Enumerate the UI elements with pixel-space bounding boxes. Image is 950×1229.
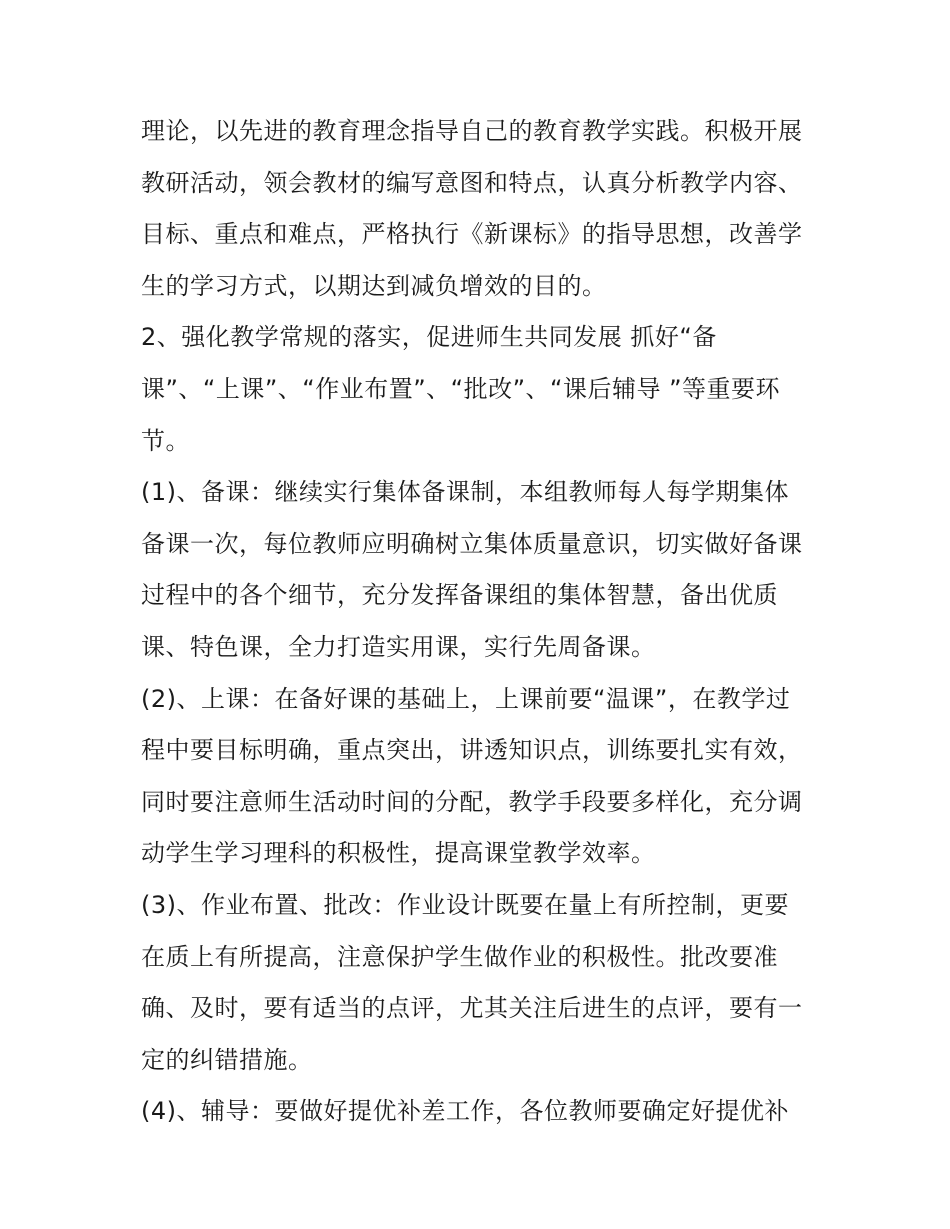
item-3-line: 定的纠错措施。 xyxy=(141,1045,313,1074)
section-heading-line: 2、强化教学常规的落实，促进师生共同发展 抓好“备 xyxy=(141,323,717,352)
body-text xyxy=(141,106,821,1138)
item-1-line: (1)、备课：继续实行集体备课制，本组教师每人每学期集体 xyxy=(141,478,789,507)
text-line: 教研活动，领会教材的编写意图和特点，认真分析教学内容、 xyxy=(141,168,803,197)
item-3-line: 确、及时，要有适当的点评，尤其关注后进生的点评，要有一 xyxy=(141,994,803,1023)
item-1-line: 过程中的各个细节，充分发挥备课组的集体智慧，备出优质 xyxy=(141,581,778,610)
item-1-line: 备课一次，每位教师应明确树立集体质量意识，切实做好备课 xyxy=(141,529,803,558)
text-line: 目标、重点和难点，严格执行《新课标》的指导思想，改善学 xyxy=(141,220,803,249)
section-heading-line: 节。 xyxy=(141,426,190,455)
item-3-line: 在质上有所提高，注意保护学生做作业的积极性。批改要准 xyxy=(141,942,778,971)
item-1-line: 课、特色课，全力打造实用课，实行先周备课。 xyxy=(141,632,656,661)
item-3-line: (3)、作业布置、批改：作业设计既要在量上有所控制，更要 xyxy=(141,890,789,919)
item-4-line: (4)、辅导：要做好提优补差工作，各位教师要确定好提优补 xyxy=(141,1097,789,1126)
item-2-line: (2)、上课：在备好课的基础上，上课前要“温课”，在教学过 xyxy=(141,684,791,713)
text-line: 生的学习方式，以期达到减负增效的目的。 xyxy=(141,271,607,300)
item-2-line: 程中要目标明确，重点突出，讲透知识点，训练要扎实有效， xyxy=(141,736,803,765)
section-heading-line: 课”、“上课”、“作业布置”、“批改”、“课后辅导 ”等重要环 xyxy=(141,374,781,403)
item-2-line: 同时要注意师生活动时间的分配，教学手段要多样化，充分调 xyxy=(141,787,803,816)
item-2-line: 动学生学习理科的积极性，提高课堂教学效率。 xyxy=(141,839,656,868)
text-line: 理论，以先进的教育理念指导自己的教育教学实践。积极开展 xyxy=(141,117,803,145)
